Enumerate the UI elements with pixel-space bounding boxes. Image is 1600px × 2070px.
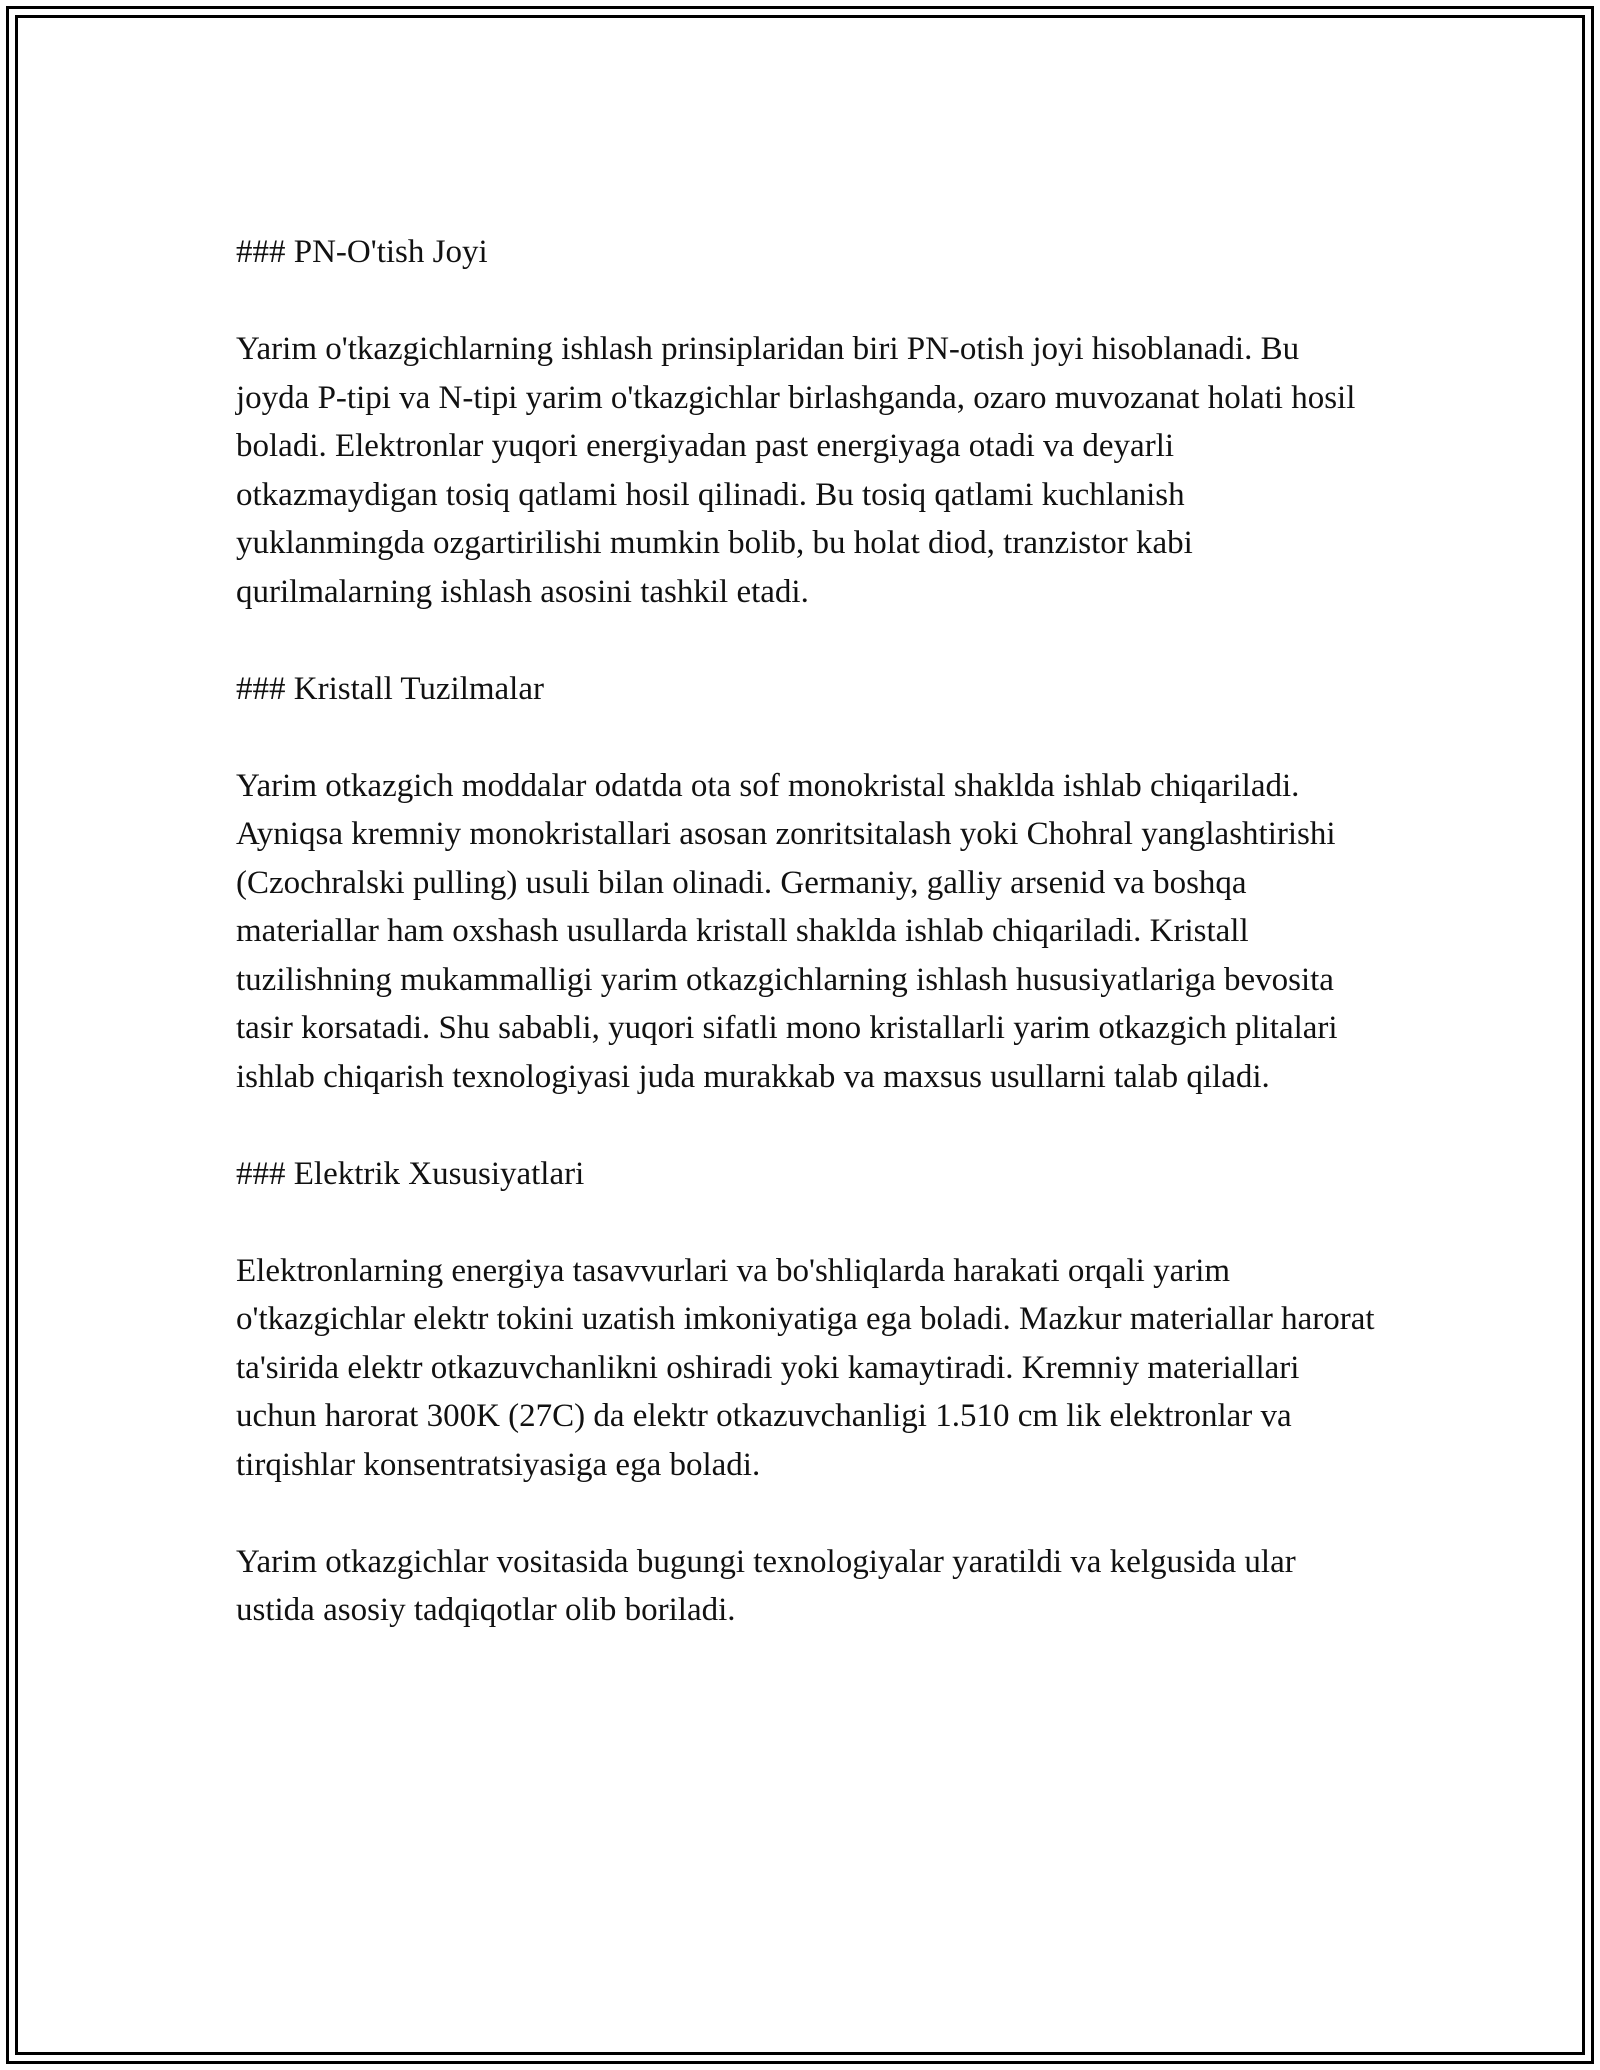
section-heading-crystal-structures: ### Kristall Tuzilmalar	[236, 670, 544, 707]
paragraph-pn-junction: Yarim o'tkazgichlarning ishlash prinsiplaridan biri PN-otish joyi hisoblanadi. Bu joyda P-tipi va N-tipi yarim o'tkazgichlar birlashganda, ozaro muvozanat holati hosil boladi. Elektronlar yuqori energiyadan past energiyaga otadi va deyarli otkazmaydigan tosiq qatlami hosil qilinadi. Bu tosiq qatlami kuchlanish yuklanmingda ozgartirilishi mumkin bolib, bu holat diod, tranzistor kabi qurilmalarning ishlash asosini tashkil etadi.	[236, 331, 1356, 610]
document-body	[236, 228, 1376, 1635]
paragraph-crystal-structures: Yarim otkazgich moddalar odatda ota sof monokristal shaklda ishlab chiqariladi. Ayniqsa kremniy monokristallari asosan zonritsitalash yoki Chohral yanglashtirishi (Czochralski pulling) usuli bilan olinadi. Germaniy, galliy arsenid va boshqa materiallar ham oxshash usullarda kristall shaklda ishlab chiqariladi. Kristall tuzilishning mukammalligi yarim otkazgichlarning ishlash hususiyatlariga bevosita tasir korsatadi. Shu sababli, yuqori sifatli mono kristallarli yarim otkazgich plitalari ishlab chiqarish texnologiyasi juda murakkab va maxsus usullarni talab qiladi.	[236, 767, 1338, 1095]
paragraph-conclusion: Yarim otkazgichlar vositasida bugungi texnologiyalar yaratildi va kelgusida ular ustida asosiy tadqiqotlar olib boriladi.	[236, 1543, 1296, 1628]
paragraph-electrical-properties: Elektronlarning energiya tasavvurlari va bo'shliqlarda harakati orqali yarim o'tkazgichlar elektr tokini uzatish imkoniyatiga ega boladi. Mazkur materiallar harorat ta'sirida elektr otkazuvchanlikni oshiradi yoki kamaytiradi. Kremniy materiallari uchun harorat 300K (27C) da elektr otkazuvchanligi 1.510 cm lik elektronlar va tirqishlar konsentratsiyasiga ega boladi.	[236, 1252, 1375, 1483]
section-heading-electrical-properties: ### Elektrik Xususiyatlari	[236, 1155, 585, 1192]
section-heading-pn-junction: ### PN-O'tish Joyi	[236, 234, 488, 270]
